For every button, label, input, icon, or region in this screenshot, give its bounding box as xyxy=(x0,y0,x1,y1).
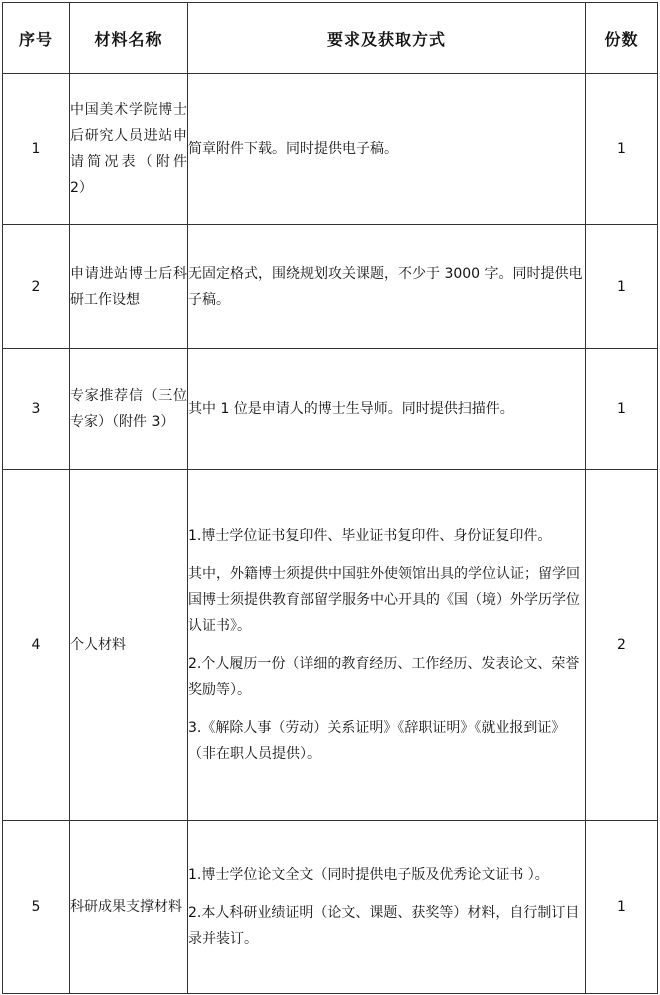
requirement-text: 其中 1 位是申请人的博士生导师。同时提供扫描件。 xyxy=(188,401,514,417)
material-name: 科研成果支撑材料 xyxy=(70,821,188,994)
requirement-text: 1.博士学位论文全文（同时提供电子版及优秀论文证书 ）。 xyxy=(188,867,549,883)
requirement-text: 简章附件下载。同时提供电子稿。 xyxy=(188,141,398,157)
copy-count: 1 xyxy=(586,74,658,225)
material-name: 申请进站博士后科研工作设想 xyxy=(70,225,188,349)
requirement-text: 2.本人科研业绩证明（论文、课题、获奖等）材料，自行制订目录并装订。 xyxy=(188,905,580,947)
table-row xyxy=(3,821,658,994)
requirements-cell xyxy=(188,470,586,821)
material-name: 个人材料 xyxy=(70,470,188,821)
copy-count: 1 xyxy=(586,225,658,349)
materials-table xyxy=(2,2,658,994)
header-count: 份数 xyxy=(586,3,658,74)
row-num: 1 xyxy=(3,74,70,225)
row-num: 2 xyxy=(3,225,70,349)
table-row xyxy=(3,225,658,349)
material-name: 专家推荐信（三位专家）（附件 3） xyxy=(70,349,188,470)
header-requirements: 要求及获取方式 xyxy=(188,3,586,74)
requirement-text: 1.博士学位证书复印件、毕业证书复印件、身份证复印件。 xyxy=(188,528,552,544)
requirements-cell xyxy=(188,74,586,225)
header-name: 材料名称 xyxy=(70,3,188,74)
row-num: 3 xyxy=(3,349,70,470)
requirements-cell xyxy=(188,349,586,470)
requirement-text: 3.《解除人事（劳动）关系证明》《辞职证明》《就业报到证》（非在职人员提供）。 xyxy=(188,720,566,762)
copy-count: 2 xyxy=(586,470,658,821)
requirements-cell xyxy=(188,225,586,349)
requirement-text: 其中，外籍博士须提供中国驻外使领馆出具的学位认证；留学回国博士须提供教育部留学服务中心开具的《国（境）外学历学位认证书》。 xyxy=(188,566,580,634)
requirement-text: 2.个人履历一份（详细的教育经历、工作经历、发表论文、荣誉奖励等）。 xyxy=(188,656,580,698)
copy-count: 1 xyxy=(586,349,658,470)
copy-count: 1 xyxy=(586,821,658,994)
header-row xyxy=(3,3,658,74)
table-row xyxy=(3,74,658,225)
header-num: 序号 xyxy=(3,3,70,74)
requirements-cell xyxy=(188,821,586,994)
material-name: 中国美术学院博士后研究人员进站申请简况表（附件 2） xyxy=(70,74,188,225)
row-num: 5 xyxy=(3,821,70,994)
row-num: 4 xyxy=(3,470,70,821)
table-row xyxy=(3,349,658,470)
requirement-text: 无固定格式，围绕规划攻关课题，不少于 3000 字。同时提供电子稿。 xyxy=(188,265,583,308)
table-row xyxy=(3,470,658,821)
